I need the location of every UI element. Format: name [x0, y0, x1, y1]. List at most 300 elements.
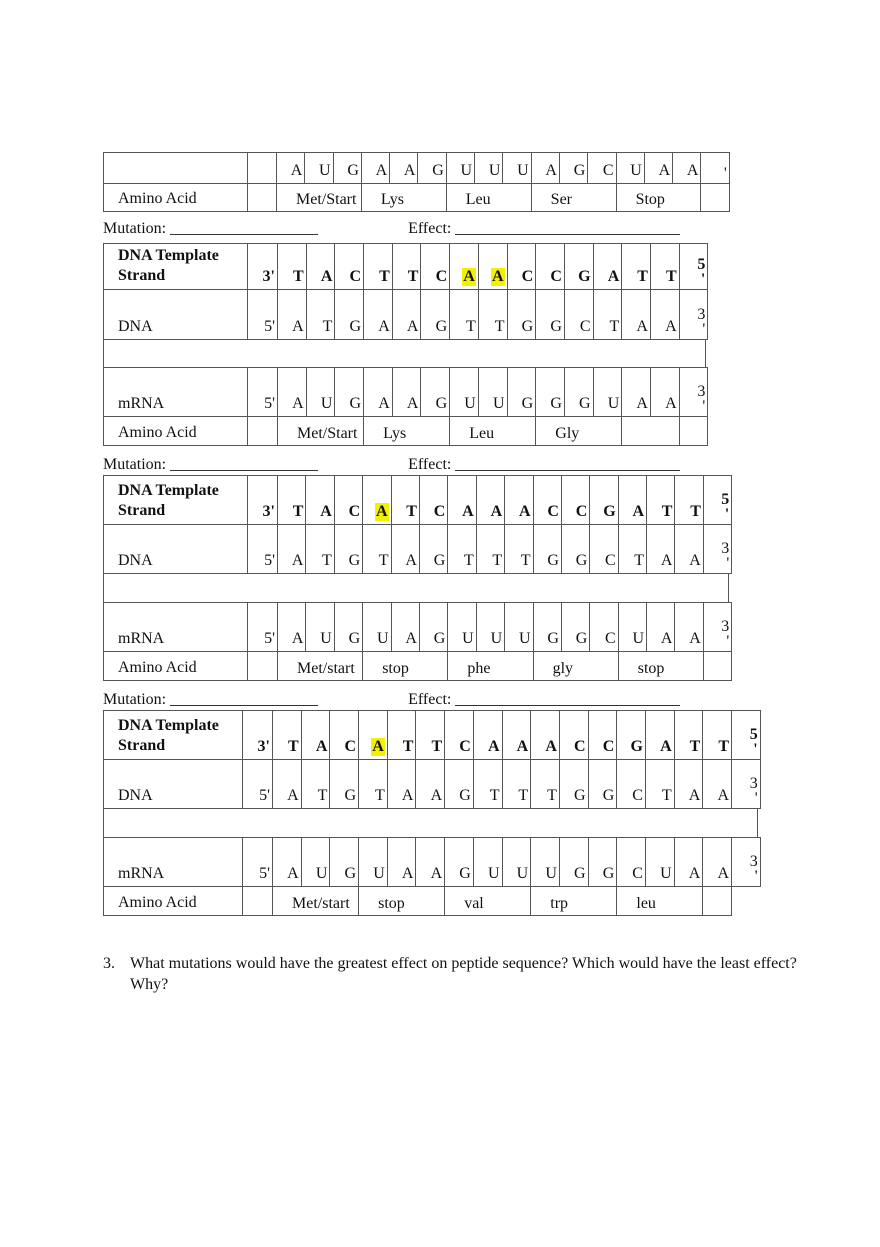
row-label-text: DNA Template Strand — [118, 247, 219, 284]
sequence-row — [103, 152, 729, 183]
amino-acid-cell — [531, 183, 617, 212]
nucleotide: G — [550, 395, 562, 412]
nucleotide-cell — [392, 367, 422, 417]
nucleotide: T — [492, 552, 503, 569]
row-label-text: Amino Acid — [118, 190, 197, 207]
nucleotide-cell — [674, 710, 704, 760]
nucleotide-cell — [531, 152, 560, 184]
nucleotide: U — [487, 865, 500, 882]
nucleotide-cell — [334, 289, 364, 340]
nucleotide: T — [547, 787, 557, 804]
amino-acid-cell — [530, 886, 617, 916]
nucleotide-cell — [473, 710, 503, 760]
nucleotide: A — [660, 552, 673, 569]
nucleotide-cell — [616, 152, 645, 184]
nucleotide-cell — [277, 243, 307, 290]
strand-direction — [242, 759, 273, 809]
nucleotide: G — [602, 865, 615, 882]
nucleotide: G — [521, 395, 534, 412]
end-label: ' — [754, 868, 758, 885]
nucleotide-cell — [444, 710, 474, 760]
row-label — [103, 367, 248, 417]
nucleotide: C — [602, 162, 614, 179]
nucleotide-cell — [358, 759, 388, 809]
nucleotide-cell — [305, 524, 334, 574]
nucleotide: A — [665, 318, 677, 335]
nucleotide: T — [661, 503, 673, 520]
nucleotide: T — [292, 503, 304, 520]
nucleotide-cell — [415, 837, 445, 887]
strand-direction — [247, 602, 278, 652]
sequence-row — [103, 710, 760, 759]
nucleotide: G — [435, 318, 448, 335]
nucleotide: C — [574, 738, 586, 755]
nucleotide: G — [349, 318, 362, 335]
amino-acid-cell — [358, 886, 445, 916]
nucleotide-cell — [447, 602, 476, 652]
nucleotide-cell — [277, 524, 306, 574]
nucleotide-cell — [334, 367, 364, 417]
nucleotide: G — [578, 268, 591, 285]
nucleotide-cell — [593, 367, 623, 417]
nucleotide-cell — [361, 152, 390, 184]
nucleotide-cell — [305, 602, 334, 652]
end-label: 3 — [721, 618, 730, 635]
nucleotide: A — [401, 865, 414, 882]
nucleotide-cell — [702, 837, 732, 887]
nucleotide: G — [344, 865, 357, 882]
nucleotide-cell — [646, 524, 675, 574]
amino-acid-cell — [702, 886, 732, 916]
nucleotide-cell — [650, 367, 680, 417]
nucleotide: A — [375, 162, 388, 179]
nucleotide-cell — [587, 152, 616, 184]
nucleotide: U — [315, 865, 328, 882]
nucleotide: A — [717, 787, 729, 804]
nucleotide: C — [521, 268, 534, 285]
nucleotide: G — [603, 503, 616, 520]
nucleotide: A — [430, 865, 443, 882]
end-label: ' — [700, 271, 706, 288]
mutation-effect-line-2 — [103, 456, 680, 474]
amino-acid: Met/Start — [296, 191, 357, 208]
nucleotide-cell — [618, 602, 647, 652]
nucleotide-cell — [447, 475, 476, 525]
row-label — [103, 710, 243, 760]
strand-direction — [247, 475, 278, 525]
nucleotide-cell — [616, 759, 646, 809]
nucleotide-cell — [449, 243, 479, 290]
question-text: What mutations would have the greatest effect on peptide sequence? Which would have the least effect? Why? — [130, 955, 797, 993]
sequence-row — [103, 602, 731, 651]
nucleotide: U — [464, 395, 476, 412]
sequence-row — [103, 243, 707, 289]
nucleotide: A — [287, 787, 299, 804]
amino-acid-cell — [535, 416, 622, 446]
nucleotide: C — [547, 503, 559, 520]
nucleotide: C — [579, 318, 591, 335]
nucleotide-cell — [301, 759, 331, 809]
amino-acid: Stop — [635, 191, 665, 208]
nucleotide: A — [406, 395, 419, 412]
mutation-blank[interactable] — [170, 456, 318, 471]
end-label: 5 — [697, 256, 706, 273]
amino-acid: gly — [552, 660, 574, 677]
nucleotide-cell — [478, 289, 508, 340]
nucleotide-cell — [415, 710, 445, 760]
strand-direction — [247, 243, 278, 290]
nucleotide-cell — [444, 837, 474, 887]
nucleotide: U — [492, 395, 505, 412]
effect-label: Effect: — [408, 456, 452, 473]
nucleotide: A — [632, 503, 645, 520]
amino-acid: Lys — [380, 191, 405, 208]
nucleotide-cell — [420, 243, 450, 290]
highlighted-nucleotide: A — [463, 268, 475, 285]
nucleotide-cell — [329, 710, 359, 760]
nucleotide: A — [545, 162, 557, 179]
nucleotide: U — [630, 162, 642, 179]
nucleotide: C — [349, 268, 362, 285]
nucleotide-cell — [363, 367, 393, 417]
nucleotide-cell — [277, 475, 306, 525]
row-label-text: mRNA — [118, 395, 165, 412]
nucleotide: T — [690, 503, 701, 520]
nucleotide-cell — [674, 602, 703, 652]
nucleotide-cell — [507, 367, 537, 417]
strand-direction — [247, 524, 278, 574]
nucleotide-cell — [535, 367, 565, 417]
mutation-blank[interactable] — [170, 220, 318, 235]
nucleotide-cell — [564, 289, 594, 340]
nucleotide-cell — [646, 602, 675, 652]
nucleotide: T — [322, 552, 332, 569]
nucleotide: G — [575, 630, 588, 647]
nucleotide: A — [607, 268, 620, 285]
nucleotide: U — [377, 630, 389, 647]
nucleotide: G — [344, 787, 357, 804]
strand-end — [731, 837, 761, 887]
strand-end — [679, 367, 709, 417]
nucleotide-cell — [530, 837, 560, 887]
nucleotide-cell — [444, 759, 474, 809]
nucleotide: A — [291, 630, 304, 647]
nucleotide: A — [462, 503, 474, 520]
end-label: ' — [723, 165, 727, 182]
nucleotide: T — [466, 318, 476, 335]
nucleotide-cell — [535, 289, 565, 340]
nucleotide: T — [402, 738, 414, 755]
mutation-label: Mutation: — [103, 220, 167, 237]
sequence-table — [103, 152, 729, 211]
nucleotide: A — [378, 318, 390, 335]
nucleotide: C — [605, 552, 616, 569]
nucleotide: U — [460, 162, 473, 179]
nucleotide-cell — [621, 367, 651, 417]
nucleotide-cell — [301, 710, 331, 760]
nucleotide: U — [660, 865, 672, 882]
nucleotide-cell — [476, 602, 505, 652]
amino-acid-cell — [444, 886, 531, 916]
nucleotide-cell — [616, 837, 646, 887]
nucleotide-cell — [329, 837, 359, 887]
amino-acid: Gly — [555, 425, 580, 442]
nucleotide-cell — [504, 524, 533, 574]
nucleotide: U — [517, 162, 529, 179]
amino-acid-cell — [621, 416, 679, 446]
row-label — [103, 416, 248, 446]
amino-acid-cell — [363, 416, 450, 446]
nucleotide: T — [518, 787, 529, 804]
amino-acid-cell — [679, 416, 709, 446]
amino-acid-cell — [449, 416, 536, 446]
nucleotide: A — [686, 162, 699, 179]
direction-label: 5' — [259, 787, 270, 804]
amino-acid-cell — [618, 651, 704, 681]
effect-blank[interactable] — [455, 220, 680, 235]
nucleotide: A — [401, 787, 414, 804]
row-label — [103, 152, 248, 184]
nucleotide-cell — [363, 289, 393, 340]
sequence-table — [103, 475, 731, 680]
effect-label: Effect: — [408, 220, 452, 237]
direction-label: 5' — [264, 318, 275, 335]
nucleotide: U — [320, 395, 333, 412]
nucleotide-cell — [362, 524, 391, 574]
blank-row — [103, 339, 706, 368]
nucleotide: C — [602, 738, 615, 755]
nucleotide: A — [660, 738, 672, 755]
amino-acid: Leu — [469, 425, 495, 442]
end-label: 3 — [697, 383, 706, 400]
nucleotide: C — [632, 865, 643, 882]
end-label: 5 — [721, 491, 730, 508]
row-label-text: Amino Acid — [118, 424, 197, 441]
amino-acid-cell — [703, 651, 732, 681]
nucleotide: G — [574, 865, 586, 882]
nucleotide-cell — [272, 837, 302, 887]
nucleotide: T — [520, 552, 531, 569]
nucleotide: T — [406, 503, 417, 520]
nucleotide: T — [317, 787, 328, 804]
amino-acid-row — [103, 416, 707, 445]
amino-acid-cell — [277, 416, 364, 446]
nucleotide: C — [435, 268, 448, 285]
nucleotide: A — [291, 552, 304, 569]
nucleotide: U — [516, 865, 529, 882]
nucleotide: U — [518, 630, 531, 647]
row-label-text: DNA Template Strand — [118, 717, 219, 754]
nucleotide-cell — [507, 289, 537, 340]
nucleotide: T — [288, 738, 299, 755]
nucleotide-cell — [674, 759, 704, 809]
strand-direction — [242, 886, 273, 916]
nucleotide: T — [689, 738, 701, 755]
nucleotide: A — [378, 395, 390, 412]
nucleotide-cell — [559, 759, 589, 809]
nucleotide-cell — [646, 475, 675, 525]
nucleotide: A — [665, 395, 677, 412]
nucleotide: U — [462, 630, 474, 647]
nucleotide: A — [545, 738, 557, 755]
end-label: 3 — [749, 853, 758, 870]
nucleotide-cell — [387, 759, 417, 809]
nucleotide: A — [405, 552, 417, 569]
mutation-label: Mutation: — [103, 456, 167, 473]
nucleotide: A — [315, 738, 328, 755]
nucleotide: C — [575, 503, 588, 520]
nucleotide-cell — [674, 837, 704, 887]
direction-label: 3' — [262, 268, 275, 285]
strand-direction — [247, 289, 278, 340]
nucleotide: G — [349, 395, 362, 412]
nucleotide-cell — [618, 475, 647, 525]
row-label — [103, 183, 248, 212]
nucleotide: U — [632, 630, 645, 647]
nucleotide: U — [607, 395, 620, 412]
nucleotide-cell — [419, 475, 448, 525]
nucleotide: G — [459, 787, 471, 804]
nucleotide: G — [547, 552, 559, 569]
nucleotide-cell — [419, 602, 448, 652]
nucleotide: A — [405, 630, 417, 647]
nucleotide: C — [459, 738, 471, 755]
row-label-text: DNA — [118, 787, 153, 804]
amino-acid-cell — [277, 651, 363, 681]
amino-acid-cell — [446, 183, 532, 212]
amino-acid-cell — [616, 183, 702, 212]
nucleotide-cell — [419, 524, 448, 574]
nucleotide: A — [292, 395, 304, 412]
amino-acid: leu — [636, 895, 656, 912]
nucleotide-cell — [301, 837, 331, 887]
nucleotide: A — [487, 738, 500, 755]
nucleotide: T — [718, 738, 729, 755]
nucleotide-cell — [329, 759, 359, 809]
nucleotide-cell — [564, 243, 594, 290]
nucleotide-cell — [305, 475, 334, 525]
nucleotide-cell — [334, 243, 364, 290]
nucleotide: A — [292, 318, 304, 335]
nucleotide-cell — [502, 837, 532, 887]
nucleotide: A — [290, 162, 303, 179]
nucleotide-cell — [277, 289, 307, 340]
sequence-row — [103, 289, 707, 339]
nucleotide-cell — [561, 602, 590, 652]
nucleotide-cell — [530, 759, 560, 809]
strand-end — [700, 152, 729, 184]
nucleotide-cell — [420, 289, 450, 340]
nucleotide-cell — [650, 289, 680, 340]
nucleotide: A — [688, 865, 701, 882]
nucleotide-cell — [447, 524, 476, 574]
nucleotide: A — [516, 738, 529, 755]
strand-direction — [247, 651, 278, 681]
nucleotide-cell — [417, 152, 446, 184]
row-label — [103, 524, 248, 574]
nucleotide: T — [489, 787, 500, 804]
nucleotide: A — [717, 865, 729, 882]
nucleotide-cell — [358, 837, 388, 887]
amino-acid-cell — [447, 651, 533, 681]
nucleotide-cell — [272, 759, 302, 809]
end-label: 3 — [697, 306, 706, 323]
nucleotide-cell — [588, 759, 618, 809]
nucleotide: G — [547, 630, 559, 647]
amino-acid-row — [103, 183, 729, 211]
amino-acid-cell — [361, 183, 447, 212]
mutation-blank[interactable] — [170, 691, 318, 706]
nucleotide-cell — [502, 710, 532, 760]
nucleotide: G — [573, 162, 586, 179]
row-label-text: DNA — [118, 552, 153, 569]
strand-direction — [247, 367, 278, 417]
nucleotide: T — [637, 268, 648, 285]
nucleotide-cell — [504, 602, 533, 652]
nucleotide-cell — [588, 837, 618, 887]
direction-label: 3' — [262, 503, 275, 520]
mutation-effect-line-1 — [103, 220, 680, 238]
row-label-text: Amino Acid — [118, 894, 197, 911]
nucleotide: T — [374, 787, 385, 804]
nucleotide-cell — [478, 367, 508, 417]
nucleotide-cell — [476, 475, 505, 525]
end-label: ' — [702, 321, 706, 338]
row-label-text: DNA — [118, 318, 153, 335]
nucleotide: G — [575, 552, 588, 569]
question-number: 3. — [103, 955, 115, 972]
amino-acid-cell — [272, 886, 359, 916]
nucleotide: U — [488, 162, 501, 179]
nucleotide: G — [459, 865, 471, 882]
nucleotide-cell — [334, 475, 363, 525]
nucleotide-cell — [702, 710, 732, 760]
nucleotide: A — [688, 787, 701, 804]
nucleotide: T — [322, 318, 333, 335]
strand-direction — [247, 152, 277, 184]
effect-blank[interactable] — [455, 456, 680, 471]
mutation-label: Mutation: — [103, 691, 167, 708]
nucleotide-cell — [473, 759, 503, 809]
strand-direction — [242, 710, 273, 760]
blank-row — [103, 808, 758, 838]
nucleotide-cell — [559, 710, 589, 760]
nucleotide: A — [689, 552, 701, 569]
nucleotide-cell — [446, 152, 475, 184]
sequence-row — [103, 475, 731, 524]
nucleotide-cell — [478, 243, 508, 290]
end-label: ' — [702, 398, 706, 415]
nucleotide: T — [293, 268, 304, 285]
amino-acid-cell — [616, 886, 703, 916]
nucleotide-cell — [306, 243, 336, 290]
nucleotide-cell — [276, 152, 305, 184]
nucleotide: U — [319, 162, 331, 179]
nucleotide: A — [660, 630, 673, 647]
amino-acid: Ser — [550, 191, 572, 208]
amino-acid: Met/Start — [297, 425, 358, 442]
mutation-effect-line-3 — [103, 691, 680, 709]
nucleotide: C — [348, 503, 361, 520]
nucleotide-cell — [387, 837, 417, 887]
end-label: 5 — [749, 726, 758, 743]
nucleotide: T — [463, 552, 474, 569]
nucleotide-cell — [392, 289, 422, 340]
nucleotide: T — [494, 318, 505, 335]
nucleotide: T — [634, 552, 645, 569]
effect-blank[interactable] — [455, 691, 680, 706]
nucleotide-cell — [674, 524, 703, 574]
